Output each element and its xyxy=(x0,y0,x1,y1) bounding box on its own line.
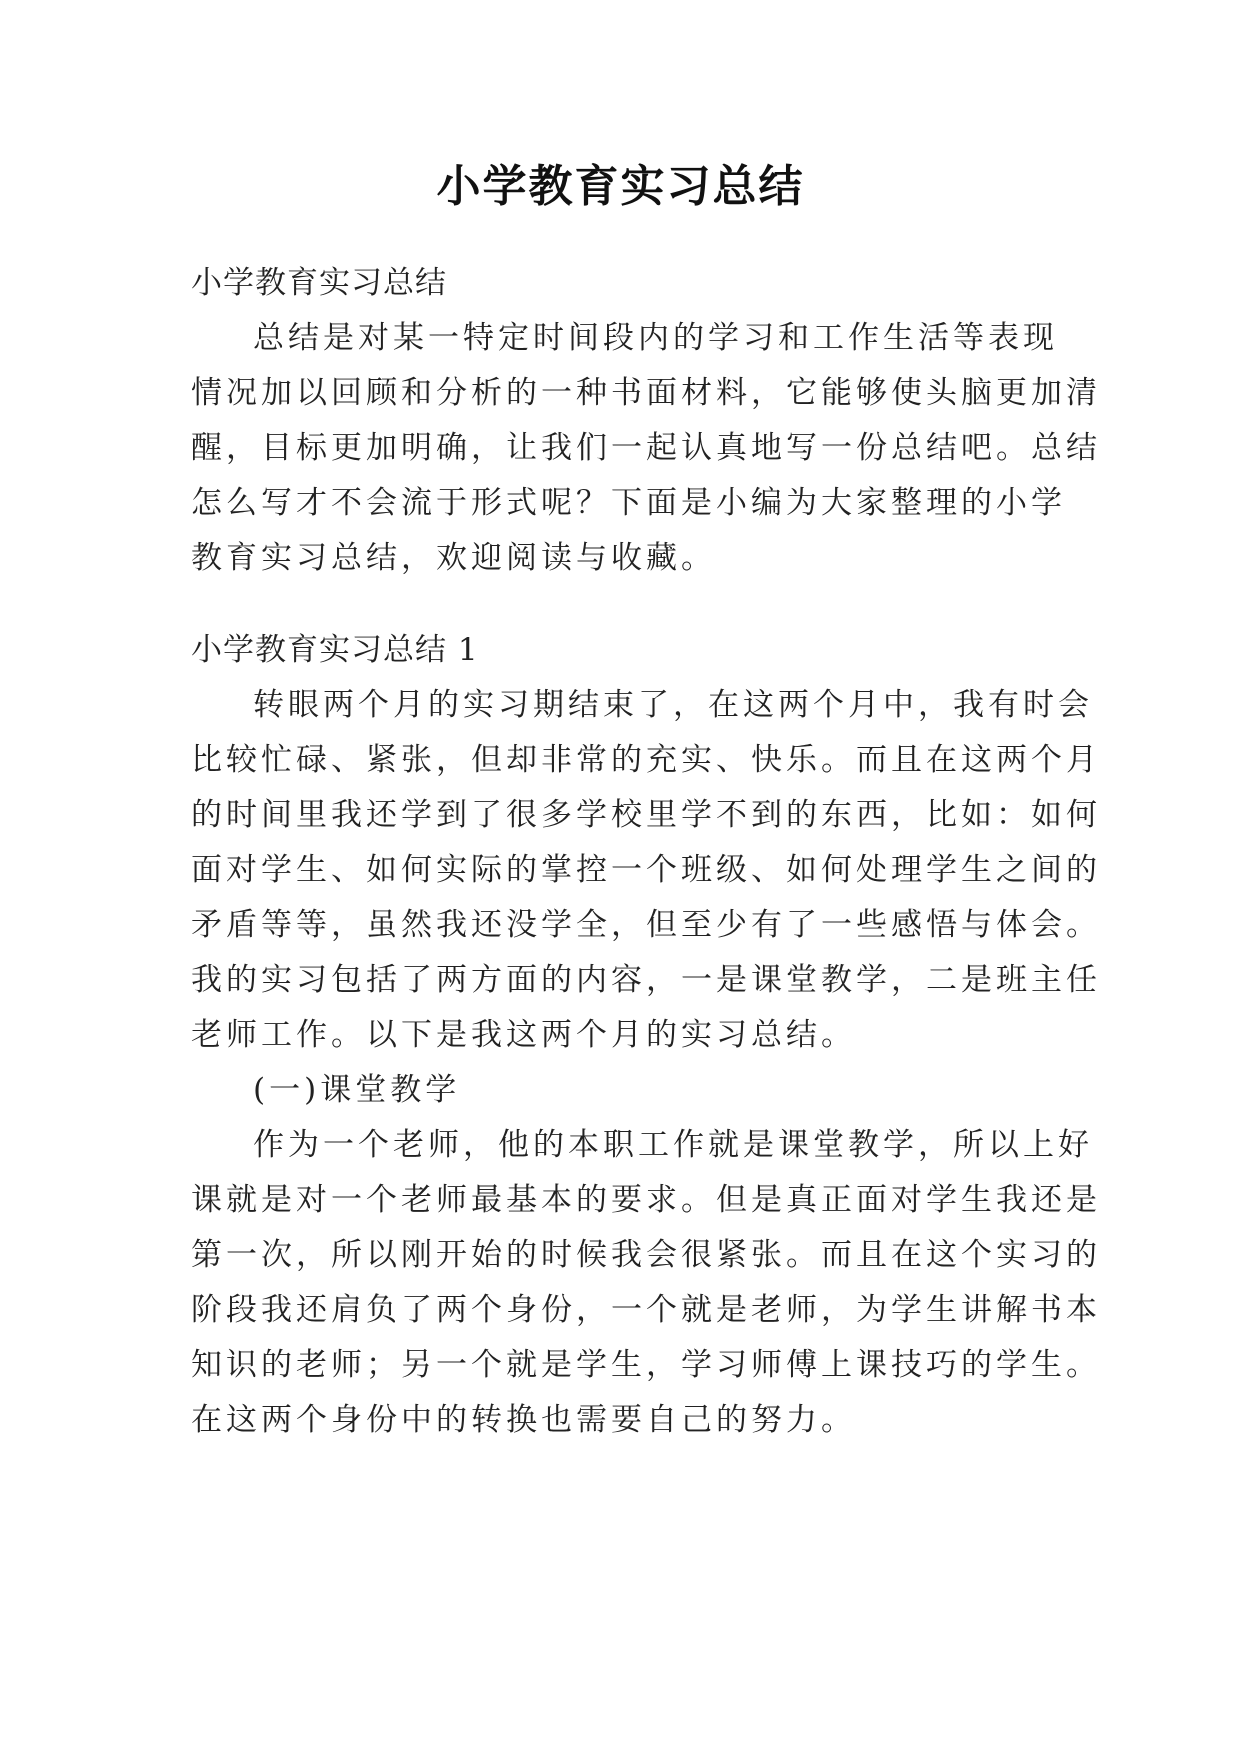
body-paragraph-line: 老师工作。以下是我这两个月的实习总结。 xyxy=(191,1017,856,1053)
body-paragraph-line: 第一次，所以刚开始的时候我会很紧张。而且在这个实习的 xyxy=(191,1237,1101,1273)
intro-paragraph-line: 情况加以回顾和分析的一种书面材料，它能够使头脑更加清 xyxy=(191,375,1101,411)
intro-paragraph-line: 醒，目标更加明确，让我们一起认真地写一份总结吧。总结 xyxy=(191,430,1101,466)
body-paragraph-line: 作为一个老师，他的本职工作就是课堂教学，所以上好 xyxy=(253,1127,1093,1163)
body-paragraph-line: 面对学生、如何实际的掌控一个班级、如何处理学生之间的 xyxy=(191,852,1101,888)
body-paragraph-line: 课就是对一个老师最基本的要求。但是真正面对学生我还是 xyxy=(191,1182,1101,1218)
body-paragraph-line: 的时间里我还学到了很多学校里学不到的东西，比如：如何 xyxy=(191,797,1101,833)
body-paragraph-line: 矛盾等等，虽然我还没学全，但至少有了一些感悟与体会。 xyxy=(191,907,1101,943)
body-paragraph-line: 比较忙碌、紧张，但却非常的充实、快乐。而且在这两个月 xyxy=(191,742,1101,778)
section-heading: 小学教育实习总结 1 xyxy=(191,632,479,668)
subsection-heading: (一)课堂教学 xyxy=(253,1072,461,1108)
body-paragraph-line: 阶段我还肩负了两个身份，一个就是老师，为学生讲解书本 xyxy=(191,1292,1101,1328)
section-heading: 小学教育实习总结 xyxy=(191,265,447,301)
body-paragraph-line: 转眼两个月的实习期结束了，在这两个月中，我有时会 xyxy=(253,687,1093,723)
intro-paragraph-line: 教育实习总结，欢迎阅读与收藏。 xyxy=(191,540,716,576)
intro-paragraph-line: 怎么写才不会流于形式呢？下面是小编为大家整理的小学 xyxy=(191,485,1066,521)
intro-paragraph-line: 总结是对某一特定时间段内的学习和工作生活等表现 xyxy=(253,320,1058,356)
body-paragraph-line: 在这两个身份中的转换也需要自己的努力。 xyxy=(191,1402,856,1438)
document-title: 小学教育实习总结 xyxy=(436,161,805,212)
body-paragraph-line: 知识的老师；另一个就是学生，学习师傅上课技巧的学生。 xyxy=(191,1347,1101,1383)
body-paragraph-line: 我的实习包括了两方面的内容，一是课堂教学，二是班主任 xyxy=(191,962,1101,998)
